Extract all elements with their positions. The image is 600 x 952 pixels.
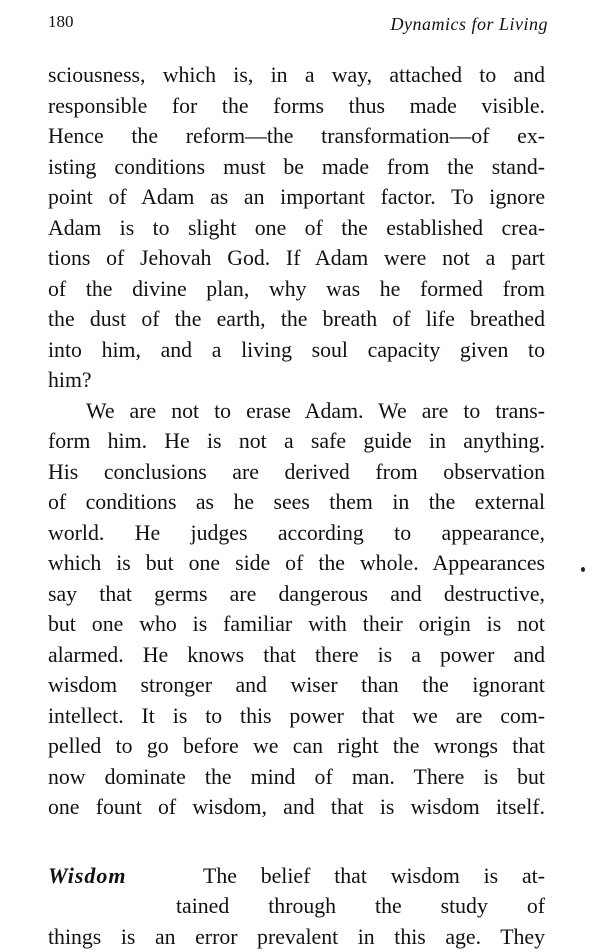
wisdom-section	[48, 861, 545, 952]
text-line: sciousness, which is, in a way, attached to and	[48, 60, 545, 91]
text-line: wisdom stronger and wiser than the ignorant	[48, 670, 545, 701]
text-line: world. He judges according to appearance,	[48, 518, 545, 549]
page-number: 180	[48, 12, 74, 32]
text-line: the dust of the earth, the breath of life breathed	[48, 304, 545, 335]
text-line: tained through the study of	[48, 891, 545, 922]
text-line: alarmed. He knows that there is a power and	[48, 640, 545, 671]
text-line: point of Adam as an important factor. To ignore	[48, 182, 545, 213]
text-line: tions of Jehovah God. If Adam were not a part	[48, 243, 545, 274]
paragraph-2	[48, 396, 545, 823]
section-heading: Wisdom	[48, 861, 127, 892]
text-line: His conclusions are derived from observation	[48, 457, 545, 488]
text-line: but one who is familiar with their origin is not	[48, 609, 545, 640]
text-line: say that germs are dangerous and destructive,	[48, 579, 545, 610]
text-line: pelled to go before we can right the wrongs that	[48, 731, 545, 762]
text-line: things is an error prevalent in this age. They	[48, 922, 545, 952]
text-line: The belief that wisdom is at-	[48, 861, 545, 892]
text-line: which is but one side of the whole. Appearances	[48, 548, 545, 579]
text-line: intellect. It is to this power that we are com-	[48, 701, 545, 732]
book-title: Dynamics for Living	[391, 14, 549, 35]
text-line: form him. He is not a safe guide in anything.	[48, 426, 545, 457]
text-line: Hence the reform—the transformation—of ex-	[48, 121, 545, 152]
text-line: isting conditions must be made from the stand-	[48, 152, 545, 183]
running-head	[48, 12, 548, 42]
text-line: into him, and a living soul capacity given to	[48, 335, 545, 366]
paragraph-1	[48, 60, 545, 396]
text-line: of the divine plan, why was he formed from	[48, 274, 545, 305]
text-line: Adam is to slight one of the established crea-	[48, 213, 545, 244]
text-line: of conditions as he sees them in the external	[48, 487, 545, 518]
text-line: now dominate the mind of man. There is but	[48, 762, 545, 793]
text-line: responsible for the forms thus made visible.	[48, 91, 545, 122]
text-line: We are not to erase Adam. We are to trans-	[48, 396, 545, 427]
text-line: one fount of wisdom, and that is wisdom itself.	[48, 792, 545, 823]
body-text	[48, 60, 545, 952]
text-line: him?	[48, 365, 545, 396]
margin-speck	[581, 567, 585, 572]
